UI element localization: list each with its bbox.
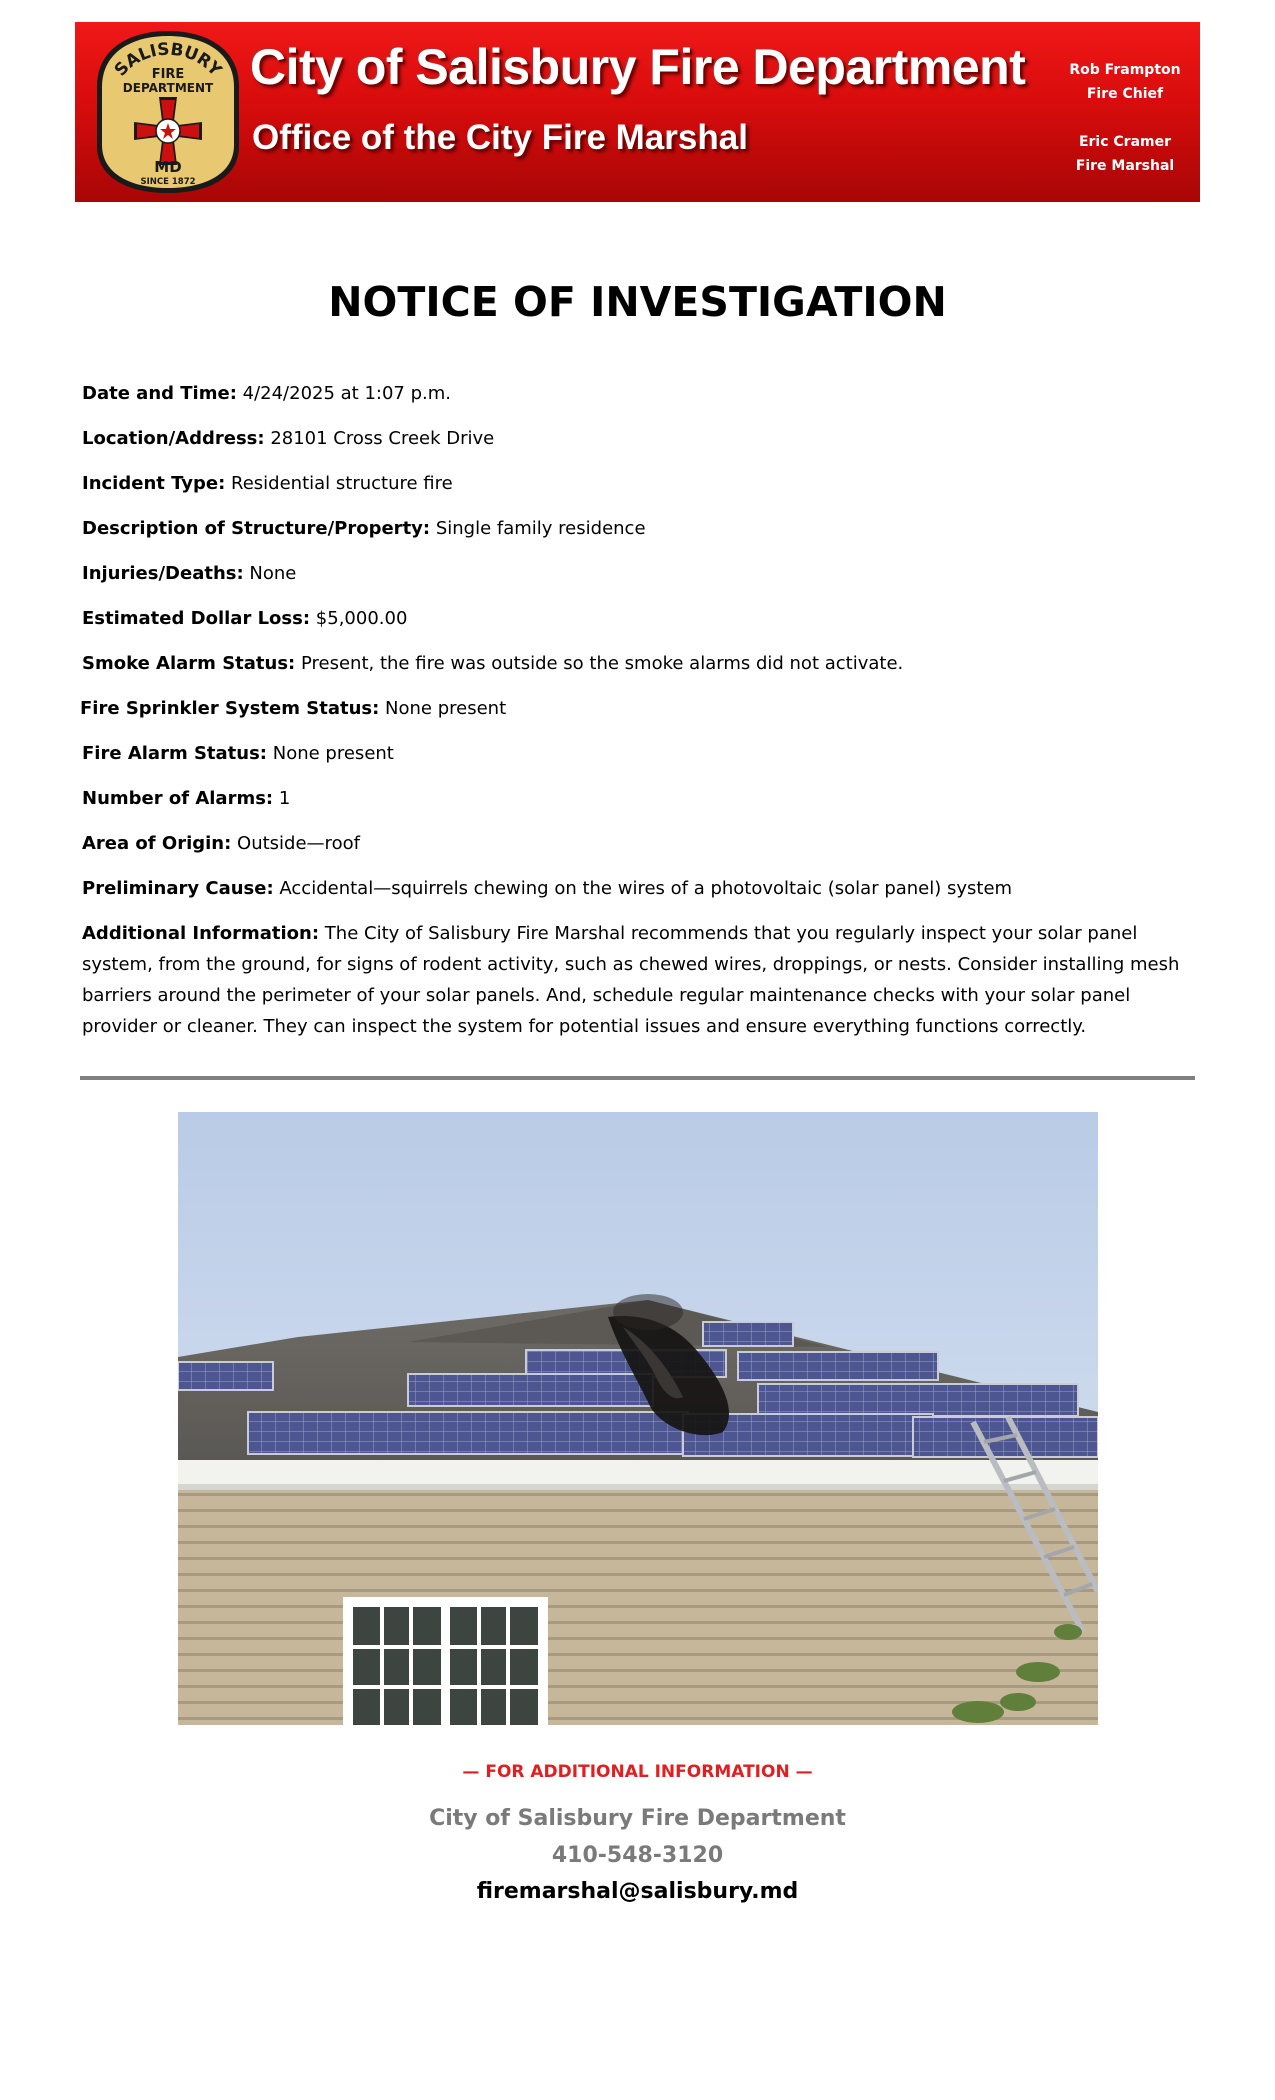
department-title: City of Salisbury Fire Department [250,39,1026,95]
field-cause [82,873,1012,904]
official-role: Fire Marshal [1075,158,1175,174]
header-banner [75,22,1200,202]
field-value: Residential structure fire [231,473,453,494]
field-value: Outside—roof [237,833,360,854]
notice-title: NOTICE OF INVESTIGATION [328,278,947,326]
contact-organization: City of Salisbury Fire Department [429,1806,846,1831]
field-incident-type [82,468,453,499]
contact-email[interactable]: firemarshal@salisbury.md [476,1879,799,1904]
field-smoke-alarm [82,648,903,679]
field-alarms [82,783,290,814]
field-additional-info [82,918,1187,1042]
field-label: Location/Address: [82,428,265,449]
field-value: 1 [278,788,291,809]
field-value: Single family residence [435,518,646,539]
seal-state: MD [154,158,182,176]
field-date-time [82,378,451,409]
official-name: Eric Cramer [1078,134,1172,150]
field-label: Injuries/Deaths: [82,563,244,584]
contact-phone: 410-548-3120 [551,1843,724,1868]
field-label: Area of Origin: [82,833,232,854]
field-origin [82,828,360,859]
contact-heading: — FOR ADDITIONAL INFORMATION — [462,1762,813,1782]
field-value: 4/24/2025 at 1:07 p.m. [242,383,451,404]
seal-line2: FIRE [151,67,185,82]
field-label: Estimated Dollar Loss: [82,608,311,629]
fire-department-seal [93,28,243,196]
field-dollar-loss [82,603,407,634]
seal-since: SINCE 1872 [140,177,196,187]
field-fire-alarm [82,738,394,769]
field-label: Fire Sprinkler System Status: [80,698,380,719]
field-sprinkler [80,693,506,724]
field-location [82,423,494,454]
official-name: Rob Frampton [1069,62,1181,78]
field-value: Present, the fire was outside so the smoke alarms did not activate. [300,653,904,674]
field-value: None present [272,743,394,764]
officials-list [1060,58,1190,178]
field-value: $5,000.00 [315,608,408,629]
field-label: Fire Alarm Status: [82,743,268,764]
field-structure [82,513,646,544]
field-label: Additional Information: [82,923,320,944]
section-divider [80,1076,1195,1080]
field-value: None [249,563,297,584]
field-value: 28101 Cross Creek Drive [270,428,495,449]
official-role: Fire Chief [1086,86,1164,102]
office-subtitle: Office of the City Fire Marshal [252,118,748,157]
roof-fire-photo [178,1112,1098,1725]
field-label: Incident Type: [82,473,226,494]
field-value: Accidental—squirrels chewing on the wires of a photovoltaic (solar panel) system [279,878,1013,899]
field-label: Smoke Alarm Status: [82,653,296,674]
field-label: Preliminary Cause: [82,878,274,899]
field-value: None present [385,698,507,719]
field-label: Date and Time: [82,383,237,404]
seal-top-text: SALISBURY [110,39,226,81]
field-value: The City of Salisbury Fire Marshal recommends that you regularly inspect your solar panel system, from the ground, for signs of rodent activity, such as chewed wires, droppings, or nests. Consider installing mesh barriers around the perimeter of your solar panels. And, schedule regular maintenance checks with your solar panel provider or cleaner. They can inspect the system for potential issues and ensure everything functions correctly. [82,923,1180,1037]
field-label: Description of Structure/Property: [82,518,431,539]
field-label: Number of Alarms: [82,788,274,809]
seal-line3: DEPARTMENT [122,81,214,95]
field-injuries [82,558,296,589]
